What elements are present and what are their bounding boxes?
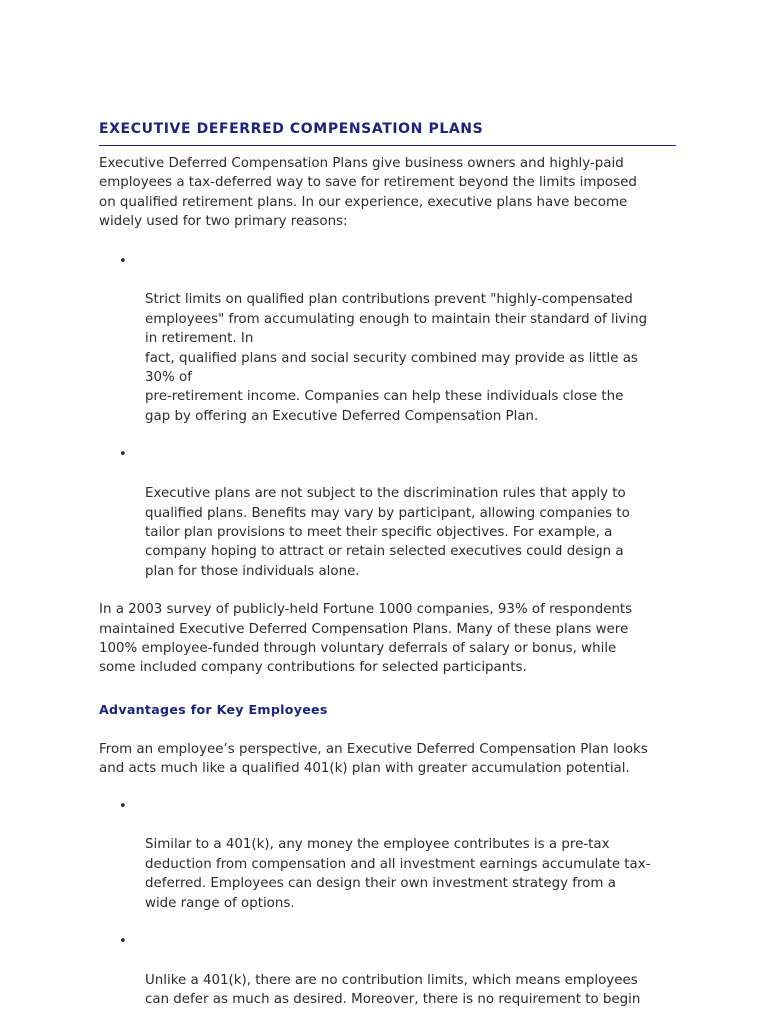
advantages-heading: Advantages for Key Employees: [99, 701, 328, 717]
bullet-icon: •: [119, 253, 127, 269]
advantages-list: [99, 797, 676, 1010]
bullet-icon: •: [119, 447, 127, 463]
list-item: [99, 252, 676, 427]
intro-paragraph: Executive Deferred Compensation Plans give business owners and highly-paid employees a tax-deferred way to save for retirement beyond the limits imposed on qualified retirement plans. In our experience, executive plans have become widely used for two primary reasons:: [99, 156, 637, 230]
document-title: EXECUTIVE DEFERRED COMPENSATION PLANS: [99, 119, 676, 146]
list-item: [99, 932, 676, 1010]
reason-text: Executive plans are not subject to the discrimination rules that apply to qualified plans. Benefits may vary by participant, allowing companies to tailor plan provisions to meet their specific objectives. For example, a company hoping to attract or retain selected executives could design a plan for those individuals alone.: [145, 486, 630, 579]
bullet-icon: •: [119, 934, 127, 949]
document-content: [99, 119, 676, 1010]
advantage-text: Similar to a 401(k), any money the employee contributes is a pre-tax deduction from compensation and all investment earnings accumulate tax- deferred. Employees can design their own investment strategy from a wide range of options.: [145, 837, 651, 911]
reasons-list: [99, 252, 676, 582]
survey-paragraph: In a 2003 survey of publicly-held Fortune 1000 companies, 93% of respondents maintained Executive Deferred Compensation Plans. Many of these plans were 100% employee-funded through voluntary deferrals of salary or bonus, while some included company contributions for selected participants.: [99, 602, 633, 676]
advantage-text: Unlike a 401(k), there are no contribution limits, which means employees can defer as much as desired. Moreover, there is no requirement to begin: [145, 972, 641, 1008]
list-item: [99, 797, 676, 913]
list-item: [99, 445, 676, 581]
bullet-icon: •: [119, 798, 127, 814]
reason-text: Strict limits on qualified plan contributions prevent "highly-compensated employees" from accumulating enough to maintain their standard of living in retirement. In fact, qualified plans and social security combined may provide as little as 30% of pre-retirement income. Companies can help these individuals close the gap by offering an Executive Deferred Compensation Plan.: [145, 292, 648, 424]
advantages-intro-paragraph: From an employee’s perspective, an Executive Deferred Compensation Plan looks and acts much like a qualified 401(k) plan with greater accumulation potential.: [99, 741, 648, 777]
